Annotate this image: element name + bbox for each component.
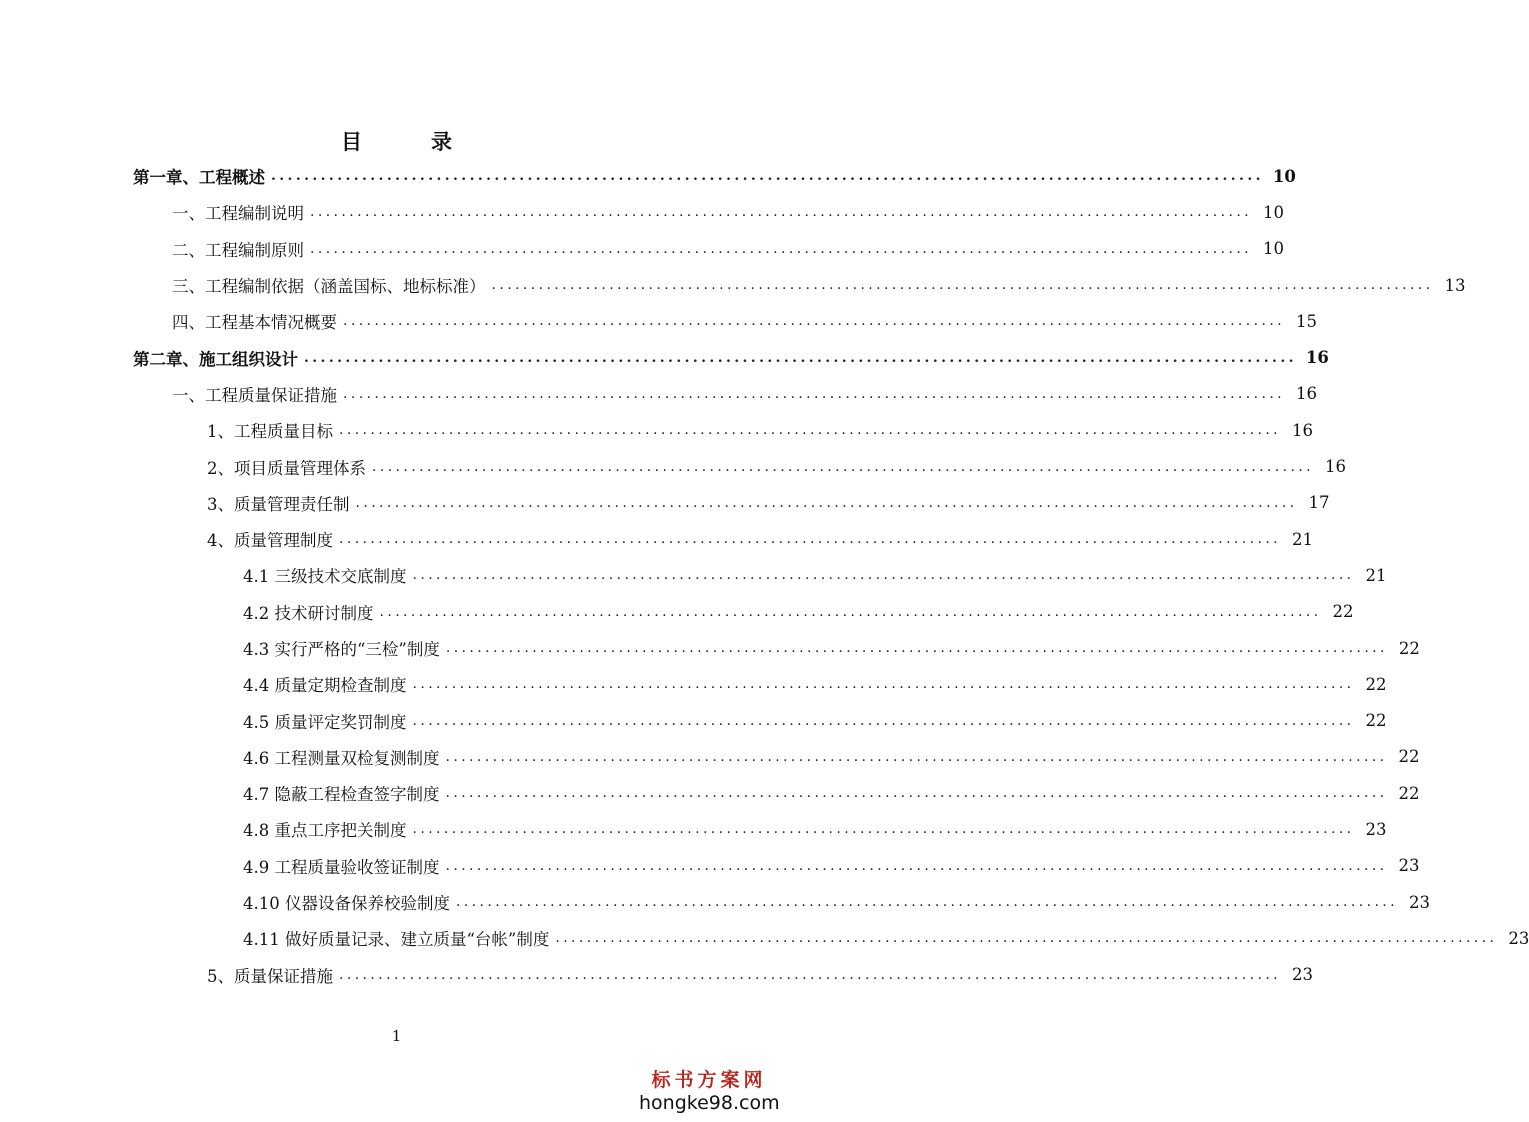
dot-leader: ........................................................................................................................ xyxy=(339,422,1282,439)
toc-entry-page: 16 xyxy=(1325,457,1347,477)
toc-title: 目 录 xyxy=(341,129,476,154)
toc-entry-title: 1、工程质量目标 xyxy=(207,422,333,442)
dot-leader: ........................................................................................................................ xyxy=(310,240,1253,257)
toc-entry-page: 13 xyxy=(1444,275,1466,295)
dot-leader: ........................................................................................................................ xyxy=(343,313,1286,330)
toc-entry-page: 23 xyxy=(1398,856,1420,876)
toc-entry-title: 第一章、工程概述 xyxy=(133,168,265,188)
toc-entry[interactable] xyxy=(0,811,1387,847)
dot-leader: ........................................................................................................................ xyxy=(339,531,1282,548)
toc-entry[interactable] xyxy=(0,666,1387,702)
toc-entry[interactable] xyxy=(0,884,1431,920)
toc-entry-title: 4.4 质量定期检查制度 xyxy=(243,676,407,696)
toc-entry[interactable] xyxy=(0,412,1314,448)
watermark-logo xyxy=(639,1068,779,1114)
toc-entry-page: 22 xyxy=(1332,602,1354,622)
toc-entry[interactable] xyxy=(0,630,1420,666)
dot-leader: ........................................................................................................................ xyxy=(412,712,1355,729)
toc-entry[interactable] xyxy=(0,376,1318,412)
toc-entry-title: 4.6 工程测量双检复测制度 xyxy=(243,748,440,768)
dot-leader: ........................................................................................................................ xyxy=(343,385,1286,402)
toc-entry-page: 10 xyxy=(1263,202,1285,222)
toc-entry-page: 22 xyxy=(1365,711,1387,731)
toc-entry[interactable] xyxy=(0,231,1285,267)
dot-leader: ........................................................................................................................ xyxy=(355,494,1298,511)
dot-leader: ........................................................................................................................ xyxy=(372,458,1315,475)
toc-entry-page: 23 xyxy=(1409,892,1431,912)
dot-leader: ........................................................................................................................ xyxy=(310,204,1253,221)
toc-entry-title: 4.11 做好质量记录、建立质量“台帐”制度 xyxy=(243,930,550,950)
toc-entry-page: 21 xyxy=(1292,529,1314,549)
toc-entry-page: 22 xyxy=(1398,747,1420,767)
toc-entry-title: 二、工程编制原则 xyxy=(172,240,304,260)
toc-entry-title: 4.3 实行严格的“三检”制度 xyxy=(243,640,440,659)
dot-leader: ........................................................................................................................ xyxy=(445,748,1388,765)
toc-entry-title: 4.1 三级技术交底制度 xyxy=(243,567,407,587)
dot-leader: ........................................................................................................................ xyxy=(339,966,1282,983)
toc-entry-title: 一、工程质量保证措施 xyxy=(172,385,337,405)
dot-leader: ........................................................................................................................ xyxy=(412,676,1355,693)
toc-entry[interactable] xyxy=(0,775,1420,811)
toc-entry[interactable] xyxy=(0,194,1285,230)
page-number: 1 xyxy=(391,1027,402,1045)
toc-entry[interactable] xyxy=(0,557,1387,593)
dot-leader: ........................................................................................................................ xyxy=(445,640,1388,656)
dot-leader: ........................................................................................................................ xyxy=(555,930,1498,947)
toc-entry-title: 4.7 隐蔽工程检查签字制度 xyxy=(243,785,440,805)
toc-entry[interactable] xyxy=(0,485,1330,521)
toc-entry-title: 4.2 技术研讨制度 xyxy=(243,603,374,623)
toc-entry[interactable] xyxy=(0,267,1466,303)
toc-entry-title: 第二章、施工组织设计 xyxy=(133,349,298,369)
toc-entry-page: 23 xyxy=(1365,819,1387,839)
toc-entry-page: 16 xyxy=(1292,420,1314,440)
toc-entry-page: 17 xyxy=(1308,493,1330,513)
toc-entry-page: 22 xyxy=(1398,638,1420,658)
toc-entry-title: 一、工程编制说明 xyxy=(172,204,304,224)
toc-entry[interactable] xyxy=(0,521,1314,557)
toc-entry-page: 16 xyxy=(1305,348,1329,368)
toc-entry-page: 21 xyxy=(1365,565,1387,585)
dot-leader: ........................................................................................................................ xyxy=(304,349,1297,366)
toc-entry[interactable] xyxy=(0,339,1329,375)
toc-entry[interactable] xyxy=(0,448,1347,484)
toc-entry[interactable] xyxy=(0,303,1318,339)
toc-entry[interactable] xyxy=(0,594,1354,630)
dot-leader: ........................................................................................................................ xyxy=(491,277,1434,294)
toc-list xyxy=(0,158,1529,993)
toc-entry[interactable] xyxy=(0,158,1296,194)
dot-leader: ........................................................................................................................ xyxy=(412,567,1355,584)
toc-entry-title: 2、项目质量管理体系 xyxy=(207,458,366,478)
toc-entry-title: 4.8 重点工序把关制度 xyxy=(243,821,407,841)
toc-entry-title: 三、工程编制依据（涵盖国标、地标标准） xyxy=(172,277,486,297)
toc-entry-page: 23 xyxy=(1508,928,1529,948)
toc-entry[interactable] xyxy=(0,920,1529,956)
toc-entry[interactable] xyxy=(0,739,1420,775)
dot-leader: ........................................................................................................................ xyxy=(445,857,1388,874)
toc-entry-title: 4.9 工程质量验收签证制度 xyxy=(243,857,440,877)
toc-entry-title: 5、质量保证措施 xyxy=(207,966,333,986)
toc-entry-page: 10 xyxy=(1263,239,1285,259)
dot-leader: ........................................................................................................................ xyxy=(379,603,1322,620)
toc-entry-page: 22 xyxy=(1398,783,1420,803)
toc-entry-page: 22 xyxy=(1365,674,1387,694)
toc-entry[interactable] xyxy=(0,702,1387,738)
dot-leader: ........................................................................................................................ xyxy=(271,168,1264,185)
watermark-name: 标书方案网 xyxy=(651,1069,767,1091)
watermark-url: hongke98.com xyxy=(639,1092,780,1114)
dot-leader: ........................................................................................................................ xyxy=(445,785,1388,802)
toc-entry[interactable] xyxy=(0,957,1314,993)
toc-entry-page: 15 xyxy=(1296,311,1318,331)
dot-leader: ........................................................................................................................ xyxy=(412,821,1355,838)
toc-entry-page: 23 xyxy=(1292,965,1314,985)
toc-entry-title: 4、质量管理制度 xyxy=(207,531,333,551)
toc-entry-title: 四、工程基本情况概要 xyxy=(172,313,337,333)
toc-entry-page: 16 xyxy=(1296,384,1318,404)
dot-leader: ........................................................................................................................ xyxy=(455,894,1399,911)
toc-entry-title: 3、质量管理责任制 xyxy=(207,494,350,514)
toc-entry-page: 10 xyxy=(1272,166,1296,186)
toc-entry-title: 4.10 仪器设备保养校验制度 xyxy=(243,894,450,914)
toc-entry[interactable] xyxy=(0,848,1420,884)
toc-entry-title: 4.5 质量评定奖罚制度 xyxy=(243,712,407,732)
